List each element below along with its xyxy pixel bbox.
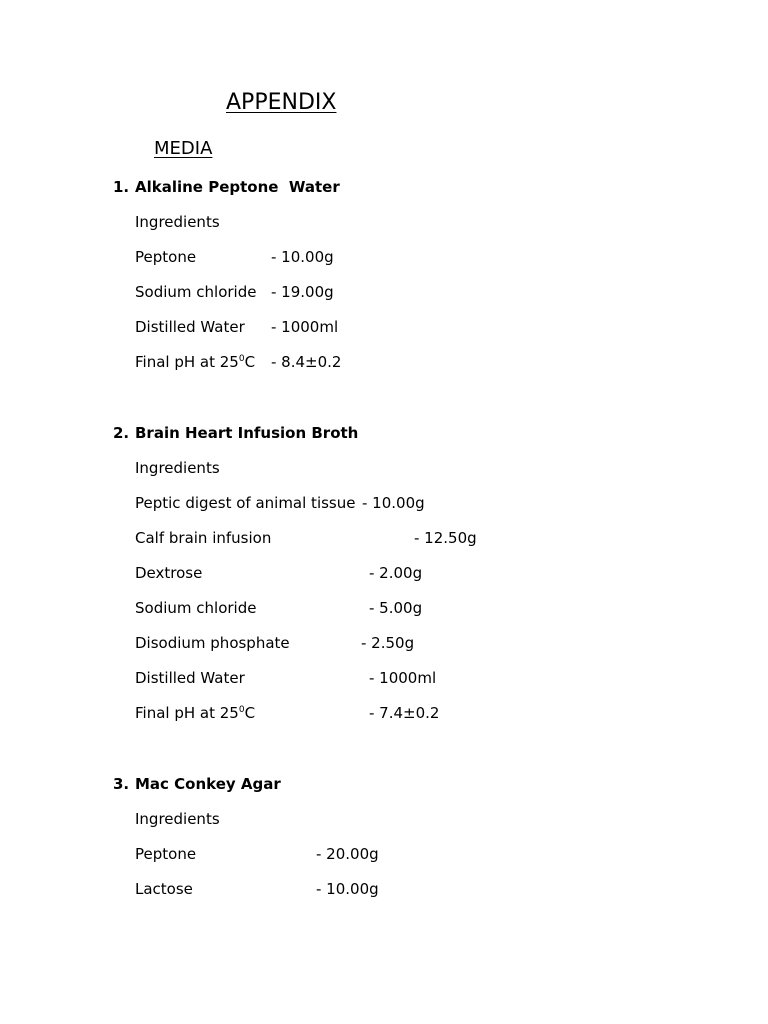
section-heading-media: MEDIA <box>154 138 213 159</box>
ingredient-amount: - 12.50g <box>414 529 477 547</box>
section-number: 1. <box>113 178 130 196</box>
ingredient-amount: - 19.00g <box>271 283 334 301</box>
ingredients-label-text: Ingredients <box>135 459 220 477</box>
ph-unit: C <box>244 353 256 371</box>
ingredient-name: Distilled Water <box>135 318 245 336</box>
ingredient-amount: - 7.4±0.2 <box>369 704 440 722</box>
section-title: Brain Heart Infusion Broth <box>135 424 359 442</box>
ingredient-name <box>135 353 255 371</box>
degree-superscript: 0 <box>238 705 245 715</box>
ingredient-name: Peptone <box>135 248 197 266</box>
ingredient-amount: - 1000ml <box>369 669 437 687</box>
ingredient-name: Sodium chloride <box>135 599 257 617</box>
ingredient-amount: - 2.50g <box>361 634 415 652</box>
section-title: Mac Conkey Agar <box>135 775 281 793</box>
degree-superscript: 0 <box>238 354 245 364</box>
ph-label: Final pH at 25 <box>135 704 239 722</box>
ingredient-name <box>135 704 255 722</box>
ph-label: Final pH at 25 <box>135 353 239 371</box>
ingredients-label-text: Ingredients <box>135 213 220 231</box>
ingredient-amount: - 2.00g <box>369 564 423 582</box>
ingredient-name: Peptic digest of animal tissue <box>135 494 356 512</box>
ingredient-name: Disodium phosphate <box>135 634 290 652</box>
ingredient-amount: - 10.00g <box>271 248 334 266</box>
ingredient-amount: - 10.00g <box>362 494 425 512</box>
ingredient-amount: - 10.00g <box>316 880 379 898</box>
ingredient-name: Dextrose <box>135 564 203 582</box>
ingredients-label-text: Ingredients <box>135 810 220 828</box>
ingredient-amount: - 5.00g <box>369 599 423 617</box>
ingredient-name: Distilled Water <box>135 669 245 687</box>
section-number: 3. <box>113 775 130 793</box>
ingredient-amount: - 1000ml <box>271 318 339 336</box>
ingredient-amount: - 20.00g <box>316 845 379 863</box>
ingredient-name: Lactose <box>135 880 193 898</box>
section-title: Alkaline Peptone Water <box>135 178 340 196</box>
ingredient-name: Peptone <box>135 845 197 863</box>
ingredient-amount: - 8.4±0.2 <box>271 353 342 371</box>
ingredient-name: Sodium chloride <box>135 283 257 301</box>
ingredient-name: Calf brain infusion <box>135 529 272 547</box>
page-title: APPENDIX <box>226 90 337 115</box>
section-number: 2. <box>113 424 130 442</box>
ph-unit: C <box>244 704 256 722</box>
